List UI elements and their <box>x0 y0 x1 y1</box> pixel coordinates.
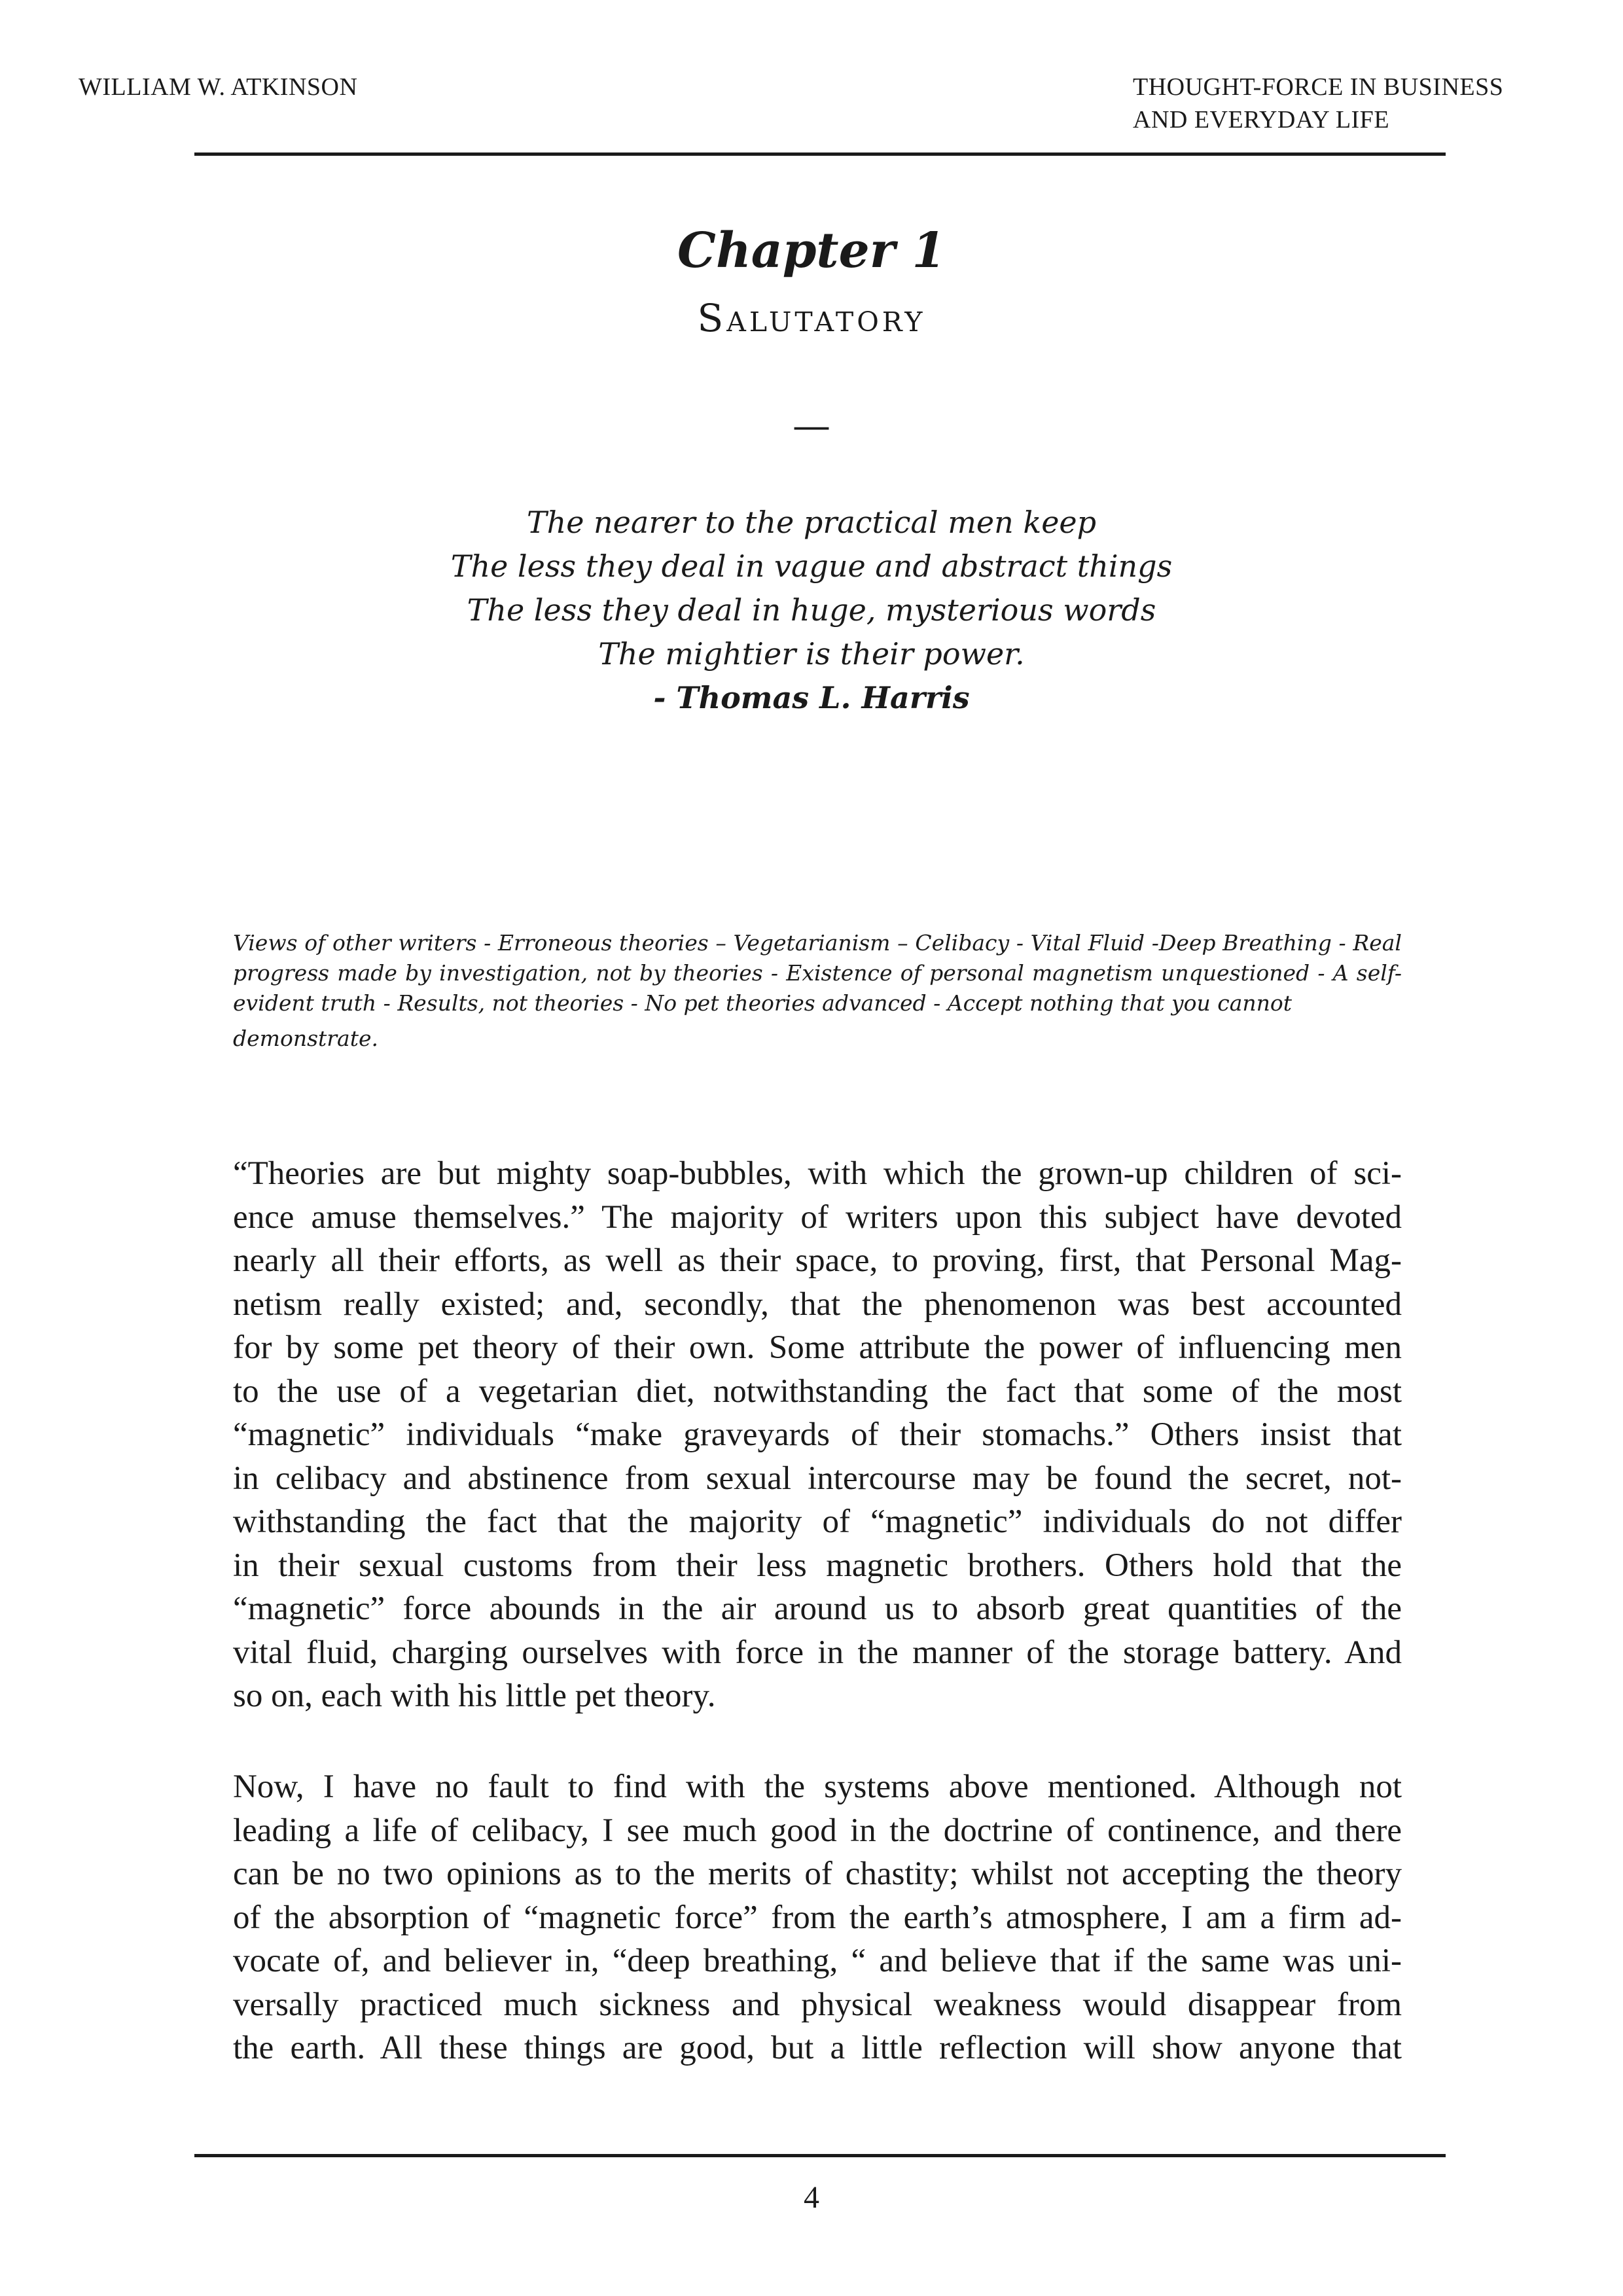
header-rule <box>194 152 1446 156</box>
paragraph-line: “magnetic” individuals “make graveyards of their stomachs.” Others insist that <box>233 1416 1402 1453</box>
epigraph <box>0 501 1623 720</box>
chapter-separator: — <box>793 403 830 448</box>
chapter-subtitle: Salutatory <box>697 296 926 340</box>
page-number: 4 <box>804 2180 819 2215</box>
paragraph-line: the earth. All these things are good, but a little reflection will show anyone that <box>233 2030 1402 2066</box>
paragraph-line: for by some pet theory of their own. Some attribute the power of influencing men <box>233 1329 1402 1366</box>
synopsis-line: Views of other writers - Erroneous theories – Vegetarianism – Celibacy - Vital Fluid -Deep Breathing <box>233 930 1332 956</box>
paragraph-line: Now, I have no fault to find with the systems above mentioned. Although not <box>233 1768 1402 1805</box>
epigraph-line: The mightier is their power. <box>598 636 1025 672</box>
paragraph-line: so on, each with his little pet theory. <box>233 1677 716 1714</box>
paragraph-line: leading a life of celibacy, I see much good in the doctrine of continence, and there <box>233 1812 1402 1849</box>
running-header-author: WILLIAM W. ATKINSON <box>79 73 358 101</box>
paragraph-line: in their sexual customs from their less magnetic brothers. Others hold that the <box>233 1547 1402 1584</box>
synopsis-line: demonstrate. <box>233 1026 378 1051</box>
footer-rule <box>194 2154 1446 2157</box>
chapter-title: Chapter 1 <box>677 223 946 279</box>
epigraph-line: The less they deal in vague and abstract things <box>450 548 1173 584</box>
epigraph-line: The less they deal in huge, mysterious words <box>467 592 1156 628</box>
paragraph-line: netism really existed; and, secondly, that the phenomenon was best accounted <box>233 1285 1402 1323</box>
paragraph-line: nearly all their efforts, as well as their space, to proving, first, that Personal Mag- <box>233 1242 1402 1279</box>
paragraph-line: can be no two opinions as to the merits of chastity; whilst not accepting the theory <box>233 1856 1402 1892</box>
paragraph-line: in celibacy and abstinence from sexual intercourse may be found the secret, not- <box>233 1460 1402 1497</box>
paragraph-line: withstanding the fact that the majority of “magnetic” individuals do not differ <box>233 1503 1402 1540</box>
running-header-title-line-2: AND EVERYDAY LIFE <box>1133 106 1390 134</box>
paragraph-line: ence amuse themselves.” The majority of writers upon this subject have devoted <box>233 1198 1402 1236</box>
running-header-title-line-1: THOUGHT-FORCE IN BUSINESS <box>1133 73 1504 101</box>
epigraph-line: The nearer to the practical men keep <box>526 505 1097 540</box>
paragraph-line: versally practiced much sickness and physical weakness would disappear from <box>233 1986 1402 2023</box>
epigraph-attribution: - Thomas L. Harris <box>653 680 970 715</box>
body-paragraph-2 <box>233 1765 1402 2070</box>
paragraph-line: vocate of, and believer in, “deep breathing, “ and believe that if the same was uni- <box>233 1943 1402 1979</box>
synopsis-line: - A self-evident truth - Results, not theories - No pet theories advanced - Accept nothing that you cannot <box>233 960 1402 1016</box>
paragraph-line: vital fluid, charging ourselves with force in the manner of the storage battery. And <box>233 1634 1402 1671</box>
synopsis-line: - Real progress made by investigation, not by theories - Existence of personal magnetism unquestioned <box>233 930 1402 986</box>
paragraph-line: to the use of a vegetarian diet, notwithstanding the fact that some of the most <box>233 1372 1402 1410</box>
paragraph-line: “Theories are but mighty soap-bubbles, with which the grown-up children of sci- <box>233 1155 1402 1192</box>
chapter-synopsis <box>233 928 1402 1054</box>
running-header-title <box>1133 71 1503 136</box>
paragraph-line: of the absorption of “magnetic force” from the earth’s atmosphere, I am a firm ad- <box>233 1899 1402 1936</box>
paragraph-line: “magnetic” force abounds in the air around us to absorb great quantities of the <box>233 1590 1402 1627</box>
body-paragraph-1 <box>233 1152 1402 1718</box>
